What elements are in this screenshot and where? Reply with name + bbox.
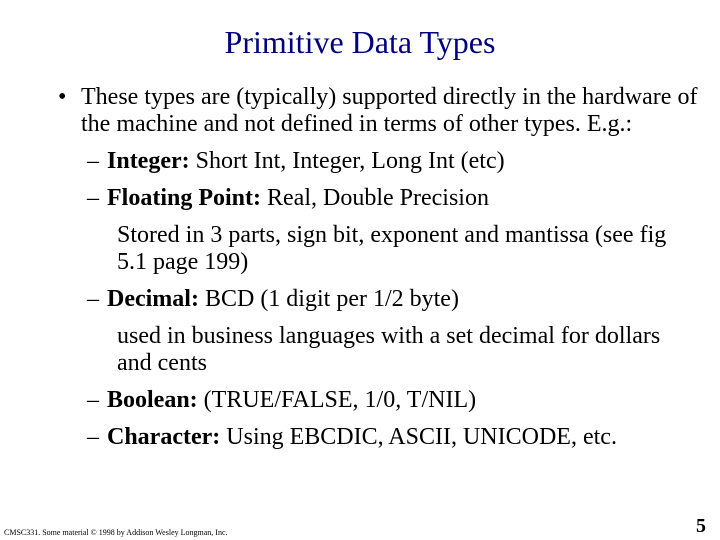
page-number: 5	[696, 515, 706, 537]
sub-item-integer	[87, 148, 698, 175]
sub-item-text: (TRUE/FALSE, 1/0, T/NIL)	[203, 387, 477, 413]
sub-item-label: Decimal:	[107, 286, 199, 312]
sub-item-label: Boolean:	[107, 387, 198, 413]
sub-item-text: Using EBCDIC, ASCII, UNICODE, etc.	[226, 424, 617, 450]
dash-marker: –	[87, 185, 99, 211]
bullet-text: These types are (typically) supported directly in the hardware of the machine and not defined in terms of other types. E.g.:	[81, 84, 698, 137]
slide-title: Primitive Data Types	[224, 24, 496, 60]
dash-marker: –	[87, 424, 99, 450]
sub-item-label: Integer:	[107, 148, 190, 174]
dash-marker: –	[87, 286, 99, 312]
sub-item-boolean	[87, 387, 698, 414]
bullet-list	[58, 84, 698, 451]
sub-item-character	[87, 424, 662, 451]
dash-marker: –	[87, 387, 99, 413]
sub-item-detail: Stored in 3 parts, sign bit, exponent and mantissa (see fig 5.1 page 199)	[117, 222, 667, 275]
sub-item-text: BCD (1 digit per 1/2 byte)	[204, 286, 459, 312]
bullet-marker: •	[58, 84, 67, 110]
sub-item-floating-point	[87, 185, 698, 212]
bullet-item	[58, 84, 698, 138]
sub-item-text: Real, Double Precision	[267, 185, 489, 211]
sub-item-text: Short Int, Integer, Long Int (etc)	[195, 148, 505, 174]
copyright-footer: CMSC331. Some material © 1998 by Addison Wesley Longman, Inc.	[4, 528, 228, 537]
dash-marker: –	[87, 148, 99, 174]
sub-item-label: Character:	[107, 424, 221, 450]
sub-item-label: Floating Point:	[107, 185, 261, 211]
sub-item-detail: used in business languages with a set decimal for dollars and cents	[117, 323, 661, 376]
sub-item-decimal	[87, 286, 698, 313]
